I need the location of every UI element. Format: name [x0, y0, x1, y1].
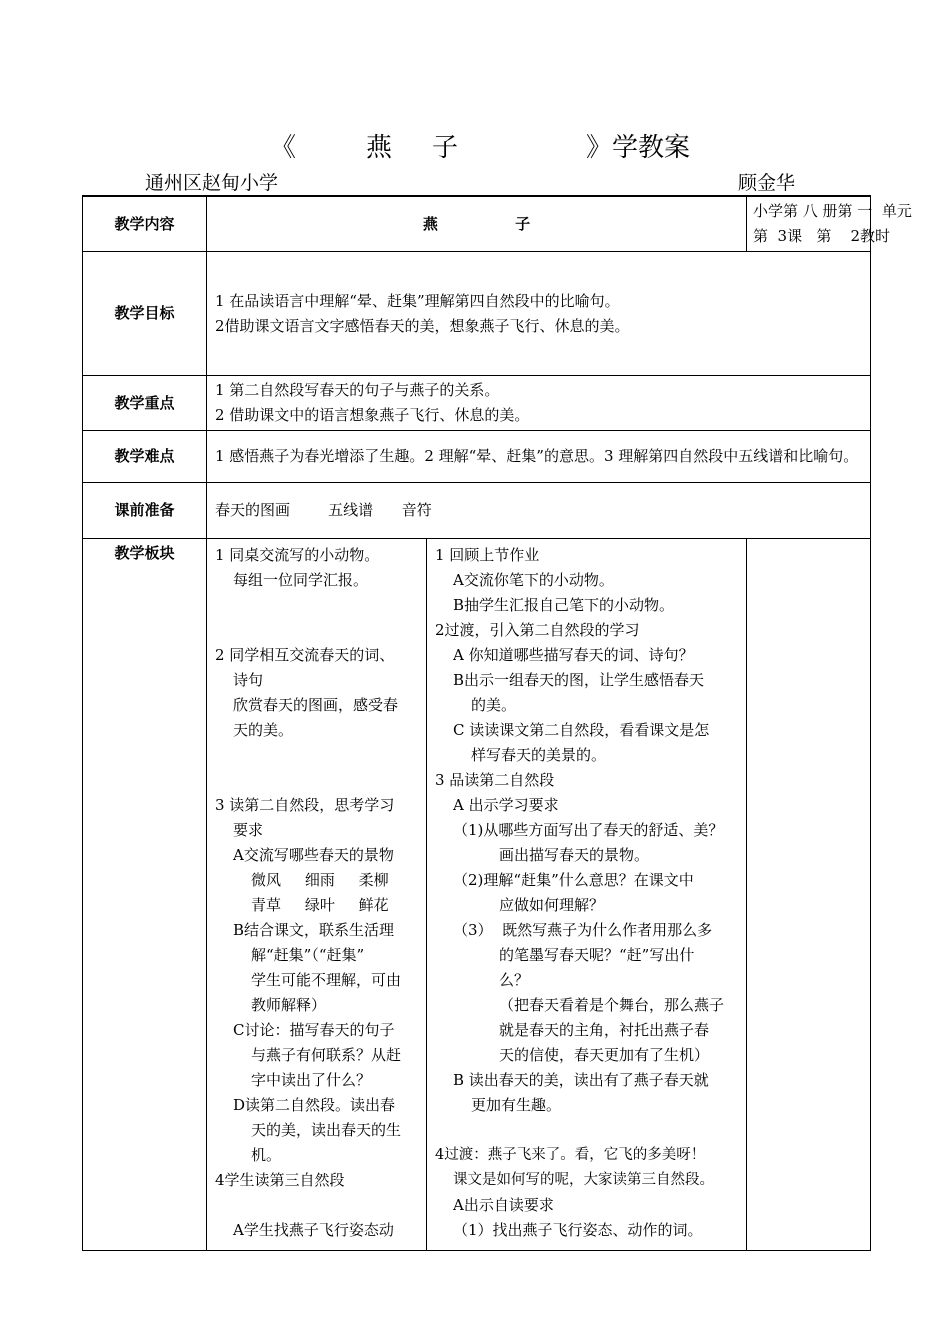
goals-text — [207, 252, 871, 376]
student-line: 与燕子有何联系？从赶 — [251, 1046, 402, 1064]
student-line: 学生可能不理解，可由 — [251, 971, 402, 989]
row-goals — [83, 252, 871, 376]
student-line: 解“赶集”（“赶集” — [251, 946, 365, 964]
teacher-line: （1)从哪些方面写出了春天的舒适、美？ — [453, 821, 724, 839]
teacher-line: 4过渡：燕子飞来了。看，它飞的多美呀！ — [435, 1147, 706, 1163]
lesson-plan-table — [82, 195, 912, 1251]
student-blank-line — [207, 593, 426, 618]
student-blank-line — [207, 768, 426, 793]
student-line: C讨论：描写春天的句子 — [233, 1021, 395, 1039]
goal-2: 2借助课文语言文字感悟春天的美，想象燕子飞行、休息的美。 — [215, 316, 630, 335]
teacher-blank-line — [427, 1118, 746, 1143]
student-line: 天的美。 — [233, 721, 294, 739]
key-point-1: 1 第二自然段写春天的句子与燕子的关系。 — [215, 381, 500, 399]
student-blank-line — [207, 618, 426, 643]
school-name: 通州区赵甸小学 — [145, 172, 279, 194]
title-open-bracket: 《 — [270, 133, 297, 163]
label-content: 教学内容 — [83, 196, 207, 252]
student-line: 教师解释） — [251, 996, 327, 1014]
teacher-line: 1 回顾上节作业 — [435, 546, 540, 564]
lesson-topic: 燕 子 — [207, 196, 747, 252]
teacher-line: 3 品读第二自然段 — [435, 771, 555, 789]
teacher-line: B 读出春天的美，读出有了燕子春天就 — [453, 1071, 709, 1089]
teacher-line: A交流你笔下的小动物。 — [453, 571, 614, 589]
label-preparation: 课前准备 — [83, 483, 207, 539]
difficulties-paragraph: 1 感悟燕子为春光增添了生趣。2 理解“晕、赶集”的意思。3 理解第四自然段中五线谱和比喻句。 — [215, 447, 859, 465]
student-blank-line — [207, 1193, 426, 1218]
label-key-points: 教学重点 — [83, 376, 207, 431]
student-line: 每组一位同学汇报。 — [233, 571, 369, 589]
teacher-line: 画出描写春天的景物。 — [499, 846, 650, 864]
goal-1: 1 在品读语言中理解“晕、赶集”理解第四自然段中的比喻句。 — [215, 291, 620, 310]
student-line: 2 同学相互交流春天的词、 — [215, 646, 395, 664]
student-line: A交流写哪些春天的景物 — [233, 846, 394, 864]
student-line: 4学生读第三自然段 — [215, 1171, 345, 1189]
student-line: 青草 绿叶 鲜花 — [251, 896, 389, 914]
teacher-line: 么？ — [499, 971, 530, 989]
teacher-line: 应做如何理解？ — [499, 896, 605, 914]
row-preparation — [83, 483, 871, 539]
unit-line: 小学第 八 册第 一 单元 — [753, 202, 912, 220]
teacher-line: 的笔墨写春天呢？“赶”写出什 — [499, 946, 695, 964]
preparation-items: 春天的图画 五线谱 音符 — [215, 501, 432, 519]
lesson-line: 第 3课 第 2教时 — [753, 227, 891, 245]
preparation-text — [207, 483, 871, 539]
label-blocks: 教学板块 — [83, 539, 207, 1251]
student-line: 天的美，读出春天的生 — [251, 1121, 402, 1139]
student-line: 欣赏春天的图画，感受春 — [233, 696, 399, 714]
student-line: 3 读第二自然段，思考学习 — [215, 796, 395, 814]
label-goals: 教学目标 — [83, 252, 207, 376]
difficulties-text — [207, 431, 871, 483]
student-line: B结合课文，联系生活理 — [233, 921, 395, 939]
author-name: 顾金华 — [738, 172, 796, 194]
teacher-line: 样写春天的美景的。 — [471, 746, 607, 764]
key-point-2: 2 借助课文中的语言想象燕子飞行、休息的美。 — [215, 406, 530, 424]
student-line: D读第二自然段。读出春 — [233, 1096, 396, 1114]
teacher-line: C 读读课文第二自然段，看看课文是怎 — [453, 721, 710, 739]
student-blank-line — [207, 743, 426, 768]
student-line: 要求 — [233, 821, 264, 839]
teacher-line: （把春天看着是个舞台，那么燕子 — [499, 996, 725, 1014]
teacher-line: B出示一组春天的图，让学生感悟春天 — [453, 671, 705, 689]
student-line: 机。 — [251, 1146, 282, 1164]
teacher-line: 天的信使，春天更加有了生机） — [499, 1046, 710, 1064]
teacher-line: A出示自读要求 — [453, 1196, 554, 1214]
student-line: 微风 细雨 柔柳 — [251, 871, 389, 889]
teacher-line: （1）找出燕子飞行姿态、动作的词。 — [453, 1221, 703, 1239]
title-char-2: 子 — [432, 133, 459, 163]
blank-notes-column — [747, 539, 871, 1251]
student-activities — [207, 539, 427, 1251]
teacher-line: 2过渡，引入第二自然段的学习 — [435, 621, 640, 639]
teacher-line: A 出示学习要求 — [453, 796, 559, 814]
teacher-line: （2)理解“赶集”什么意思？在课文中 — [453, 871, 694, 889]
teacher-line: 的美。 — [471, 696, 517, 714]
title-suffix: 》学教案 — [586, 133, 691, 163]
student-line: 1 同桌交流写的小动物。 — [215, 546, 380, 564]
label-difficulties: 教学难点 — [83, 431, 207, 483]
teacher-line: 更加有生趣。 — [471, 1096, 562, 1114]
student-line: 诗句 — [233, 671, 264, 689]
teacher-line: 就是春天的主角，衬托出燕子春 — [499, 1021, 710, 1039]
row-blocks — [83, 539, 871, 1251]
student-line: A学生找燕子飞行姿态动 — [233, 1221, 394, 1239]
teacher-line: A 你知道哪些描写春天的词、诗句？ — [453, 646, 694, 664]
document-title — [0, 128, 950, 168]
row-key-points — [83, 376, 871, 431]
student-line: 字中读出了什么？ — [251, 1071, 372, 1089]
key-points-text — [207, 376, 871, 431]
row-content — [83, 196, 871, 252]
row-difficulties — [83, 431, 871, 483]
teacher-line: （3） 既然写燕子为什么作者用那么多 — [453, 921, 713, 939]
teacher-activities — [427, 539, 747, 1251]
unit-info — [747, 196, 912, 252]
teacher-line: 课文是如何写的呢，大家读第三自然段。 — [453, 1172, 714, 1188]
teacher-line: B抽学生汇报自己笔下的小动物。 — [453, 596, 675, 614]
title-char-1: 燕 — [366, 133, 393, 163]
